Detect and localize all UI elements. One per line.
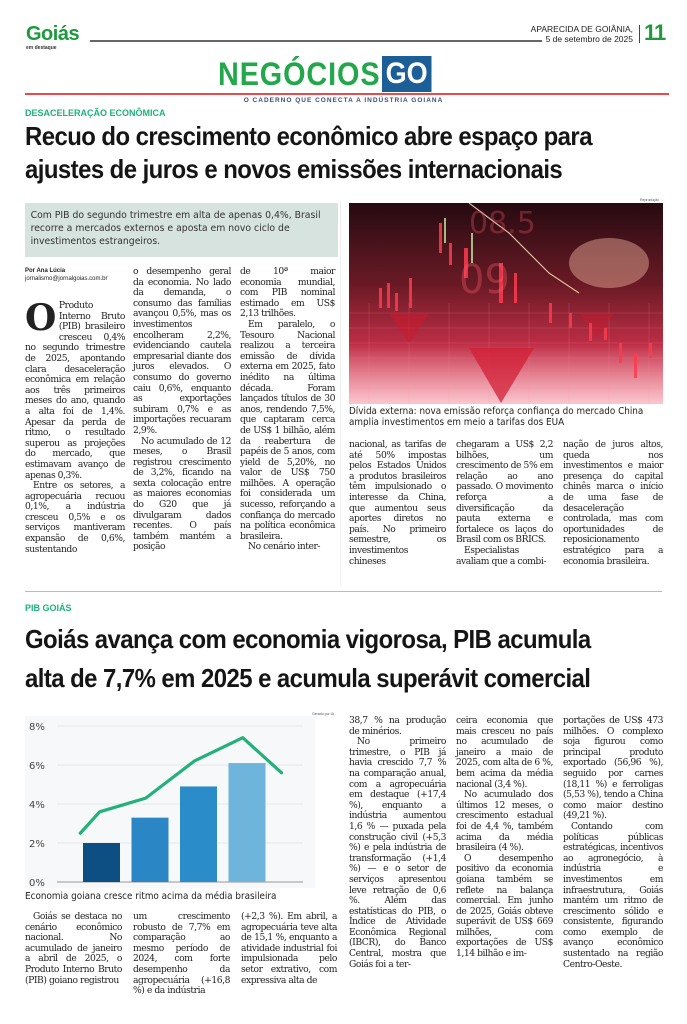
city: APARECIDA DE GOIÂNIA, (530, 24, 633, 34)
byline (25, 267, 107, 283)
headline-line: Goiás avança com economia vigorosa, PIB acumula (25, 624, 591, 654)
article2-kicker: PIB GOIÁS (25, 603, 72, 613)
headline-line: alta de 7,7% em 2025 e acumula superávit comercial (25, 663, 591, 693)
page-separator (639, 25, 640, 43)
paragraph: No primeiro trimestre, o PIB já havia crescido 7,7 % na comparação anual, com a agropecuária em destaque (+17,4 %), enquanto a indústria aumentou 1,6 % — puxada pela construção civil (+5,3 %) e pela indústria de transformação (+1,4 %) — e o setor de serviços apresentou leve retração de 0,6 %. Além das estatísticas do PIB, o Índice de Atividade Econômica Regional (IBCR), do Banco Central, mostra que Goiás foi a ter- (349, 736, 446, 970)
article1-column-2 (133, 267, 231, 553)
article2-column-6 (563, 716, 663, 970)
photo-credit: Reprodução (640, 198, 660, 202)
bar (229, 763, 266, 882)
paragraph: (+2,3 %). Em abril, a agropecuária teve alta de 15,1 %, enquanto a atividade industrial foi impulsionada pelo setor extrativo, com expressiva alta de (241, 911, 337, 986)
paragraph: nação de juros altos, queda nos investimentos e maior presença do capital chinês marca o início de uma fase de desaceleração controlada, mas com oportunidades de reposicionamento estratégico para a economia brasileira. (563, 439, 663, 567)
article1-photo (349, 203, 663, 404)
chart-credit: Gerado por IA (312, 712, 334, 716)
paragraph: chegaram a US$ 2,2 bilhões, um crescimento de 5% em relação ao ano passado. O movimento reforça a diversificação da pauta externa e fortalece os laços do Brasil com os BRICS. (456, 439, 553, 546)
chart-svg (25, 716, 315, 888)
growth-chart (25, 716, 315, 888)
headline-line: ajustes de juros e novos emissões internacionais (25, 154, 563, 184)
article1-column-5 (456, 440, 553, 567)
paragraph: um crescimento robusto de 7,7% em comparação ao mesmo período de 2024, com forte desempenho da agropecuária (+16,8 %) e da indústria (133, 911, 230, 997)
paragraph: Entre os setores, a agropecuária recuou 0,1%, a indústria cresceu 0,5% e os serviços mantiveram expansão de 0,6%, sustentando (25, 480, 125, 555)
chart-caption: Economia goiana cresce ritmo acima da média brasileira (25, 891, 277, 902)
article1-kicker: DESACELERAÇÃO ECONÔMICA (25, 108, 166, 118)
paragraph: de 10ª maior economia mundial, com PIB nominal estimado em US$ 2,13 trilhões. (240, 266, 335, 320)
svg-text:09: 09 (459, 257, 510, 303)
paragraph: Goiás se destaca no cenário econômico nacional. No acumulado de janeiro a abril de 2025, o Produto Interno Bruto (PIB) goiano registrou (25, 911, 122, 986)
article2-column-3 (241, 912, 337, 986)
y-tick-label: 8% (29, 722, 45, 733)
svg-text:08.5: 08.5 (469, 206, 536, 241)
paragraph: o desempenho geral da economia. No lado da demanda, o consumo das famílias avançou 0,5%, mas os investimentos encolheram 2,2%, evidenciando cautela empresarial diante dos juros elevados. O consumo do governo caiu 0,6%, enquanto as exportações subiram 0,7% e as importações recuaram 2,9%. (133, 266, 231, 436)
header-rule (90, 40, 542, 42)
paragraph: nacional, as tarifas de até 50% impostas pelos Estados Unidos a produtos brasileiros têm impulsionado o interesse da China, que aumentou seus aportes diretos no país. No primeiro semestre, os investimentos chineses (349, 439, 446, 567)
y-tick-label: 6% (29, 761, 45, 772)
paragraph: No cenário inter- (248, 541, 321, 553)
article2-column-4 (349, 716, 446, 970)
paragraph: Em paralelo, o Tesouro Nacional realizou a terceira emissão de dívida externa em 2025, fato inédito na última década. Foram lançados títulos de 30 anos, rendendo 7,5%, que captaram cerca de US$ 1 bilhão, além da reabertura de papéis de 5 anos, com yield de 5,20%, no valor de US$ 750 milhões. A operação foi considerada um sucesso, reforçando a confiança do mercado na política econômica brasileira. (240, 318, 335, 542)
article1-column-4 (349, 440, 446, 567)
article1-lead: Com PIB do segundo trimestre em alta de apenas 0,4%, Brasil recorre a mercados externos e aposta em novo ciclo de investimentos estrangeiros. (30, 210, 321, 247)
section-badge: GO (382, 56, 431, 92)
section-title (218, 56, 437, 92)
y-tick-label: 0% (29, 878, 45, 888)
section-tagline: O CADERNO QUE CONECTA A INDÚSTRIA GOIANA (243, 97, 444, 104)
bar (83, 843, 120, 882)
article1-column-3 (240, 267, 335, 553)
article1-headline (25, 120, 669, 186)
article2-column-5 (456, 716, 553, 960)
y-tick-label: 2% (29, 839, 45, 850)
paragraph: ceira economia que mais cresceu no país no acumulado de janeiro a maio de 2025, com alta de 6 %, bem acima da média nacional (3,4 %). (456, 715, 553, 790)
paragraph: O desempenho positivo da economia goiana também se reflete na balança comercial. Em junho de 2025, Goiás obteve superávit de US$ 669 milhões, com exportações de US$ 1,14 bilhão e im- (456, 852, 553, 960)
paragraph: Especialistas avaliam que a combi- (456, 544, 546, 567)
page-number: 11 (644, 20, 666, 45)
article1-lead-box (25, 203, 338, 257)
section-name: NEGÓCIOS (218, 55, 381, 92)
dropcap: O (25, 297, 56, 339)
paragraph: Produto Interno Bruto (PIB) brasileiro cresceu 0,4% no segundo trimestre de 2025, apontando clara desaceleração econômica em relação aos três primeiros meses do ano, quando a alta foi de 1,4%. Apesar da perda de ritmo, o resultado superou as projeções do mercado, que estimavam avanço de apenas 0,3%. (25, 300, 125, 481)
paragraph: No acumulado de 12 meses, o Brasil registrou crescimento de 3,2%, ficando na sexta colocação entre as maiores economias do G20 que já divulgaram dados recentes. O país também mantém a posição (133, 435, 231, 553)
paragraph: portações de US$ 473 milhões. O complexo soja figurou como principal produto exportado (56,96 %), seguido por carnes (18,11 %) e ferroligas (5,53 %), tendo a China como maior destino (49,21 %). (563, 715, 663, 822)
logo-subtitle: em destaque (26, 45, 57, 51)
article2-column-2 (133, 912, 230, 997)
author-email[interactable]: jornalismo@jornalgoias.com.br (25, 276, 108, 282)
article1-column-6 (563, 440, 663, 567)
paragraph: Contando com políticas públicas estratégicas, incentivos ao agronegócio, à indústria e investimentos em infraestrutura, Goiás mantém um ritmo de crescimento sólido e consistente, figurando como exemplo de avanço econômico sustentado na região Centro-Oeste. (563, 820, 663, 970)
column-rule (340, 200, 341, 586)
y-tick-label: 4% (29, 800, 45, 811)
dateline (531, 24, 633, 44)
author: Por Ana Lúcia (25, 268, 66, 274)
article1-photo-caption: Dívida externa: nova emissão reforça confiança do mercado China amplia investimentos em meio a tarifas dos EUA (349, 406, 644, 428)
bar (132, 818, 169, 882)
headline-line: Recuo do crescimento econômico abre espaço para (25, 121, 592, 151)
logo (26, 24, 86, 50)
section-rule (25, 93, 669, 95)
paragraph: 38,7 % na produção de minérios. (349, 715, 446, 737)
date: 5 de setembro de 2025 (545, 34, 633, 44)
article-divider (25, 591, 662, 592)
stock-market-decline-image (349, 203, 663, 404)
paragraph: No acumulado dos últimos 12 meses, o crescimento estadual foi de 4,4 %, também acima da média brasileira (4 %). (456, 789, 553, 854)
article2-headline (25, 620, 669, 698)
bar (180, 786, 217, 882)
logo-text: Goiás (26, 23, 80, 45)
article2-column-1 (25, 912, 122, 986)
article1-column-1 (25, 297, 125, 555)
